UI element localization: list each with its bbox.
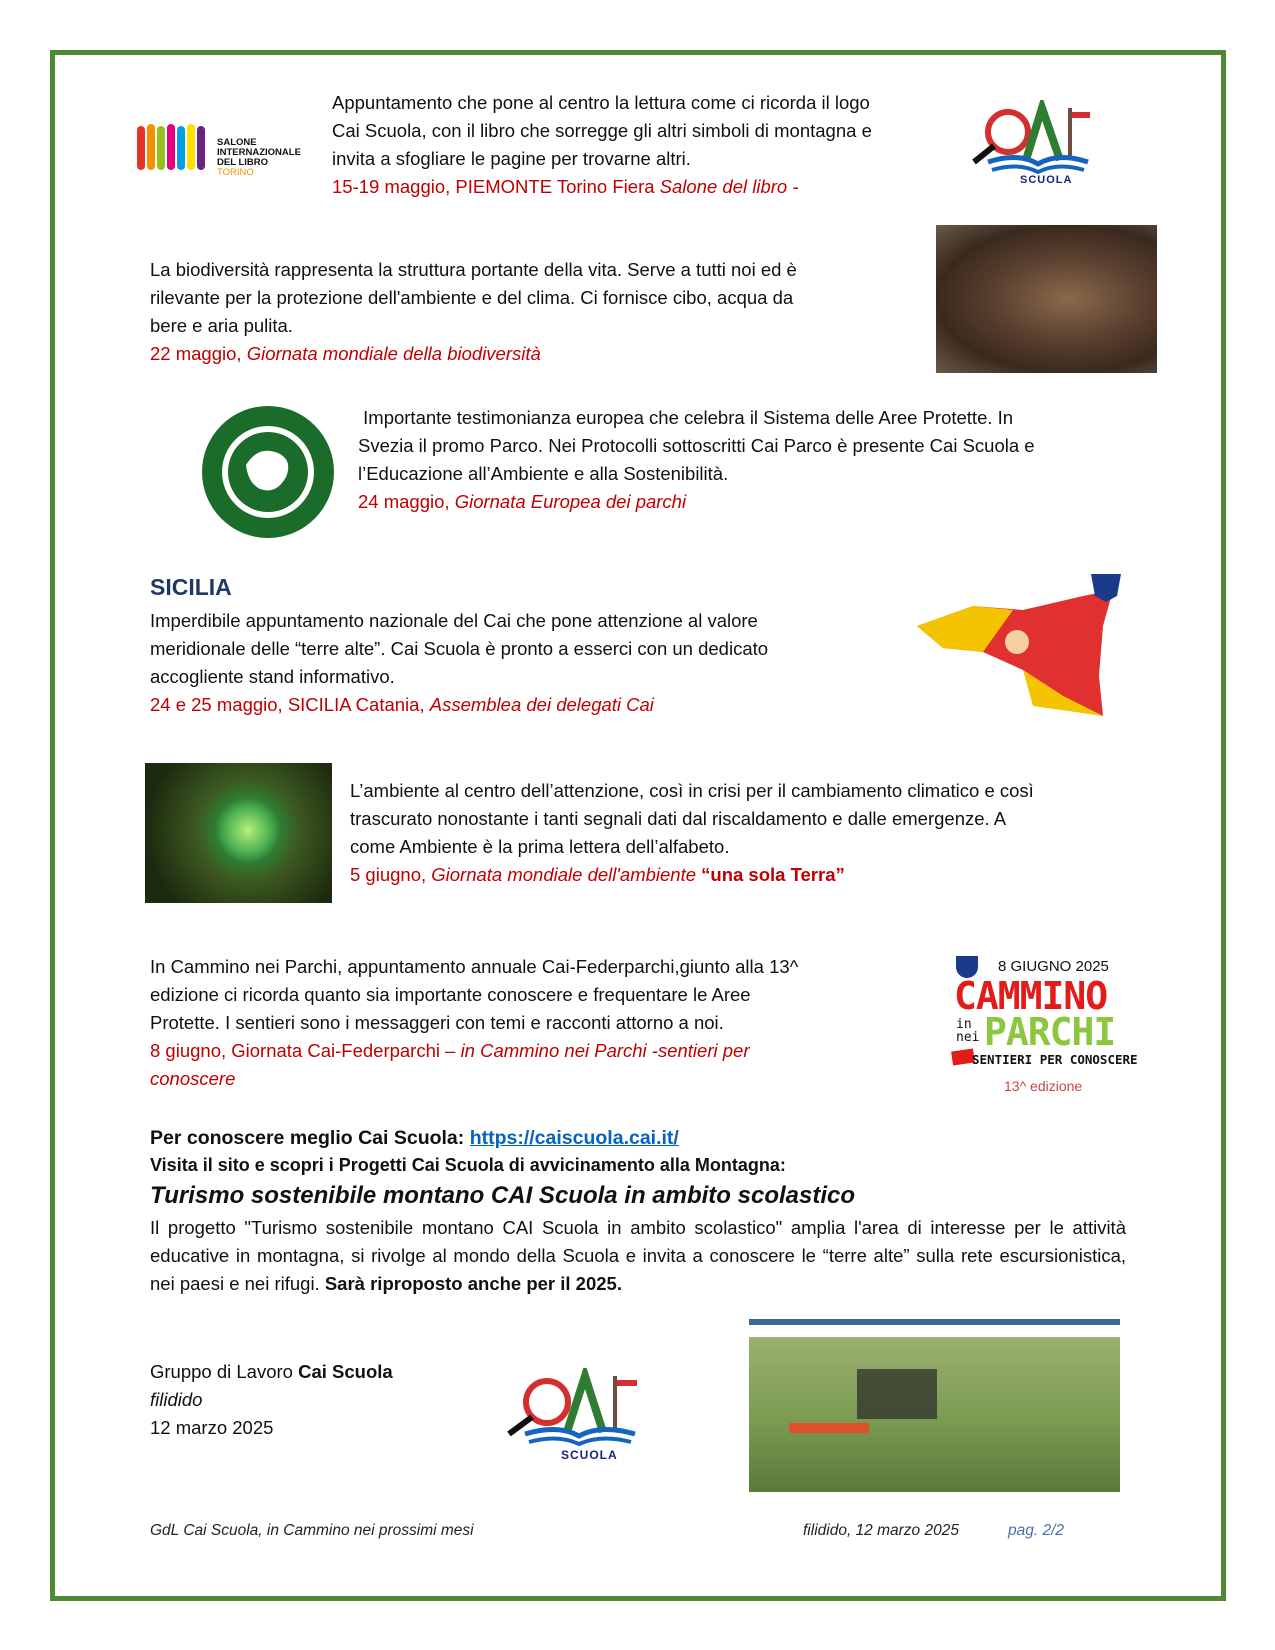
logo-word: nei xyxy=(956,1030,980,1045)
cai-scuola-logo xyxy=(968,100,1104,190)
event-date: 24 e 25 maggio, SICILIA Catania, xyxy=(150,694,430,715)
biodiversita-block xyxy=(150,256,797,368)
salone-logo-text: SALONE xyxy=(217,137,257,148)
sicily-map xyxy=(913,566,1143,722)
event-name: conoscere xyxy=(150,1068,236,1089)
signature xyxy=(150,1358,393,1442)
ambiente-block xyxy=(350,777,1034,889)
event-date: 8 giugno, Giornata Cai-Federparchi – xyxy=(150,1040,461,1061)
paragraph-line: L’ambiente al centro dell’attenzione, così in crisi per il cambiamento climatico e così xyxy=(350,780,1034,801)
cai-scuola-logo xyxy=(503,1368,653,1464)
paragraph-line: l’Educazione all’Ambiente e alla Sostenibilità. xyxy=(358,463,729,484)
logo-subtitle: SENTIERI PER CONOSCERE xyxy=(972,1052,1138,1067)
cammino-parchi-logo xyxy=(952,952,1142,1100)
paragraph-line: edizione ci ricorda quanto sia importante conoscere e frequentare le Aree xyxy=(150,984,751,1005)
website-screenshot xyxy=(749,1319,1120,1492)
paragraph-line: Svezia il promo Parco. Nei Protocolli sottoscritti Cai Parco è presente Cai Scuola e xyxy=(358,435,1035,456)
event-date: 22 maggio, xyxy=(150,343,247,364)
event-date: 15-19 maggio, PIEMONTE Torino Fiera xyxy=(332,176,660,197)
event-name: Giornata mondiale della biodiversità xyxy=(246,343,541,364)
paragraph-line: Appuntamento che pone al centro la lettura come ci ricorda il logo xyxy=(332,92,870,113)
paragraph-line: rilevante per la protezione dell'ambiente e del clima. Ci fornisce cibo, acqua da xyxy=(150,287,794,308)
salone-logo-stripes xyxy=(135,122,215,172)
info-label: Per conoscere meglio Cai Scuola: xyxy=(150,1127,470,1149)
salone-logo-text: TORINO xyxy=(217,167,254,178)
salone-logo-text: DEL LIBRO xyxy=(217,157,269,168)
event-name: Giornata mondiale dell'ambiente xyxy=(431,864,702,885)
group-name: Cai Scuola xyxy=(298,1361,393,1382)
paragraph-line: In Cammino nei Parchi, appuntamento annuale Cai-Federparchi,giunto alla 13^ xyxy=(150,956,799,977)
event-motto: “una sola Terra” xyxy=(701,864,845,885)
paragraph-line: trascurato nonostante i tanti segnali dati dal riscaldamento e dalle emergenze. A xyxy=(350,808,1007,829)
project-text: Il progetto "Turismo sostenibile montano CAI Scuola in ambito scolastico" amplia l'area di interesse per le attività educative in montagna, si rivolge al mondo della Scuola e invita a conoscere le “terre alte” sulla rete escursionistica, nei paesi e nei rifugi. xyxy=(150,1217,1126,1294)
paragraph-line: meridionale delle “terre alte”. Cai Scuola è pronto a esserci con un dedicato xyxy=(150,638,769,659)
section-heading: SICILIA xyxy=(150,574,232,600)
footer-center: filidido, 12 marzo 2025 xyxy=(803,1522,959,1539)
event-name: Assemblea dei delegati Cai xyxy=(429,694,654,715)
cammino-block xyxy=(150,953,798,1093)
project-title: Turismo sostenibile montano CAI Scuola in ambito scolastico xyxy=(150,1182,856,1209)
europa-parchi-logo xyxy=(198,405,338,539)
event-date: 5 giugno, xyxy=(350,864,432,885)
event-name: Salone del libro - xyxy=(659,176,799,197)
caiscuola-link[interactable]: https://caiscuola.cai.it/ xyxy=(469,1127,679,1149)
paragraph-line: Cai Scuola, con il libro che sorregge gli altri simboli di montagna e xyxy=(332,120,872,141)
sicilia-block xyxy=(150,607,768,719)
earth-globe-photo xyxy=(145,763,332,903)
author: filidido xyxy=(150,1389,203,1410)
page-number: pag. 2/2 xyxy=(1008,1522,1065,1539)
cai-logo-text: SCUOLA xyxy=(561,1448,618,1462)
logo-date: 8 GIUGNO 2025 xyxy=(998,958,1109,975)
group-label: Gruppo di Lavoro xyxy=(150,1361,299,1382)
event-name: Giornata Europea dei parchi xyxy=(454,491,687,512)
paragraph-line: Protette. I sentieri sono i messaggeri con temi e racconti attorno a noi. xyxy=(150,1012,724,1033)
paragraph-line: Importante testimonianza europea che celebra il Sistema delle Aree Protette. In xyxy=(358,407,1014,428)
project-bold: Sarà riproposto anche per il 2025. xyxy=(324,1273,622,1294)
footer-left: GdL Cai Scuola, in Cammino nei prossimi mesi xyxy=(150,1522,474,1539)
paragraph-line: invita a sfogliare le pagine per trovarne altri. xyxy=(332,148,691,169)
salone-block xyxy=(332,89,872,201)
chamois-photo xyxy=(936,225,1157,373)
salone-logo-text: INTERNAZIONALE xyxy=(217,147,301,158)
event-name: in Cammino nei Parchi -sentieri per xyxy=(460,1040,750,1061)
visit-text: Visita il sito e scopri i Progetti Cai Scuola di avvicinamento alla Montagna: xyxy=(150,1155,786,1175)
paragraph-line: La biodiversità rappresenta la struttura portante della vita. Serve a tutti noi ed è xyxy=(150,259,797,280)
paragraph-line: come Ambiente è la prima lettera dell’alfabeto. xyxy=(350,836,730,857)
parchi-block xyxy=(358,404,1035,516)
cai-logo-text: SCUOLA xyxy=(1020,174,1073,186)
logo-edition: 13^ edizione xyxy=(1004,1078,1083,1094)
signature-date: 12 marzo 2025 xyxy=(150,1417,274,1438)
logo-word: in xyxy=(956,1017,972,1032)
paragraph-line: bere e aria pulita. xyxy=(150,315,293,336)
logo-word: CAMMINO xyxy=(954,974,1108,1018)
paragraph-line: accogliente stand informativo. xyxy=(150,666,395,687)
event-date: 24 maggio, xyxy=(358,491,455,512)
info-section xyxy=(150,1124,1126,1298)
salone-logo xyxy=(135,122,305,178)
logo-word: PARCHI xyxy=(984,1010,1116,1054)
paragraph-line: Imperdibile appuntamento nazionale del Cai che pone attenzione al valore xyxy=(150,610,758,631)
